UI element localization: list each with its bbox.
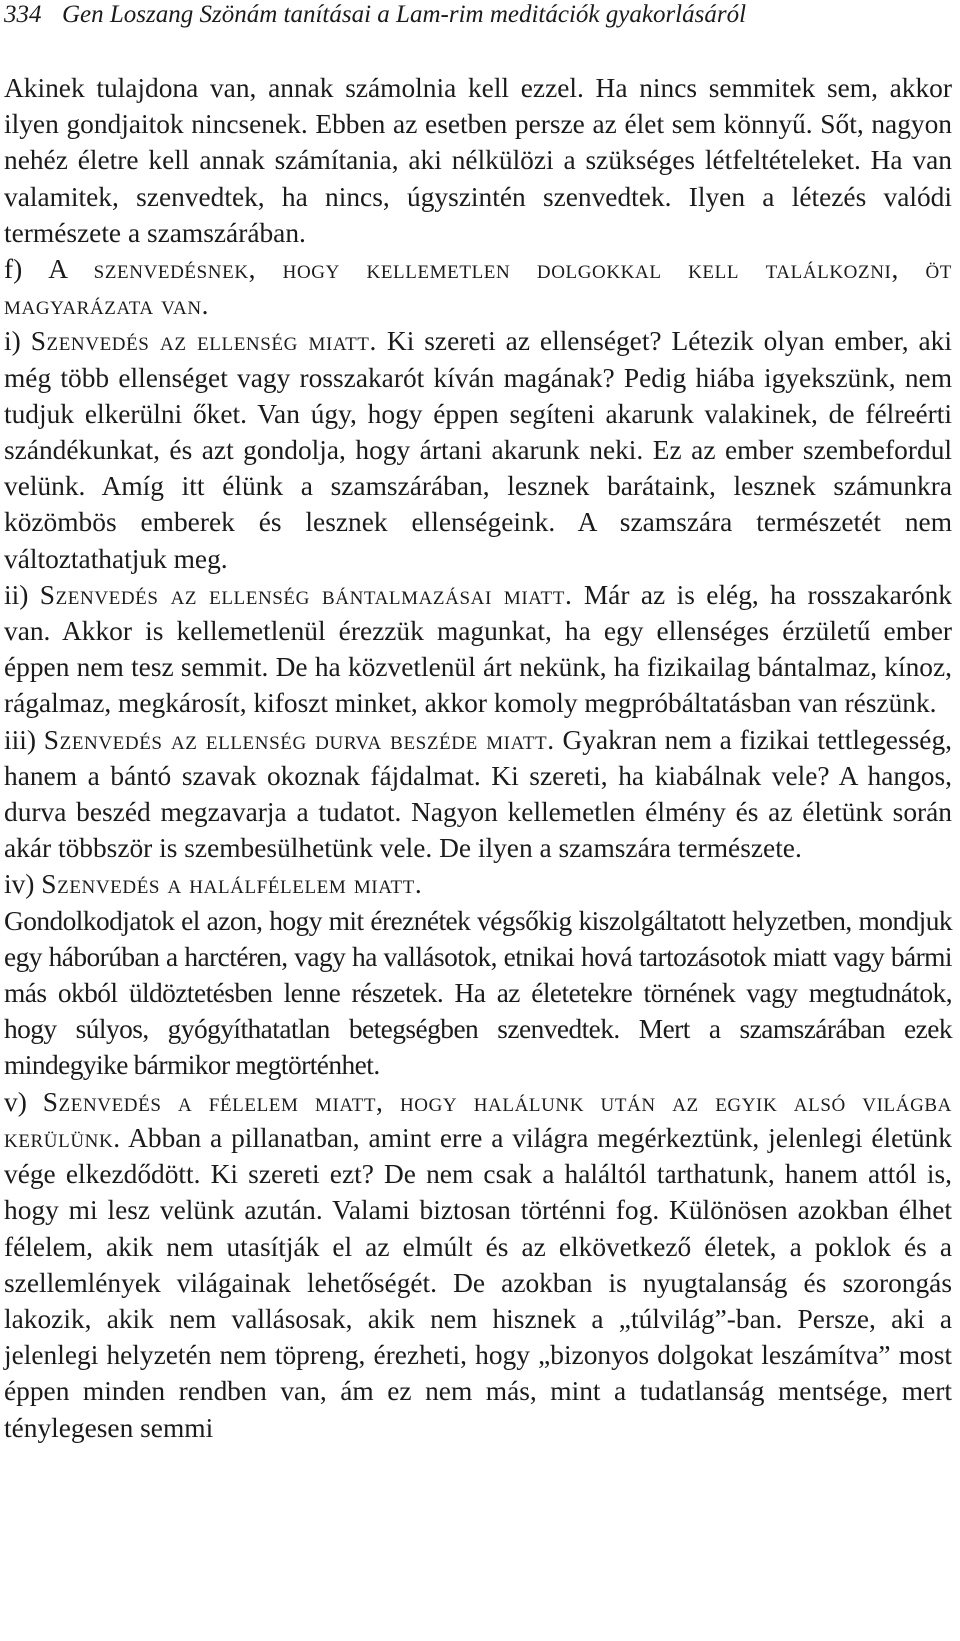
subsection-v xyxy=(4,1084,952,1446)
paragraph-intro: Akinek tulajdona van, annak számolnia kell ezzel. Ha nincs semmitek sem, akkor ilyen gondjaitok nincsenek. Ebben az esetben persze az élet sem könnyű. Sőt, nagyon nehéz életre kell annak számítania, aki nélkülözi a szükséges létfeltételeket. Ha van valamitek, szenvedtek, ha nincs, úgyszintén szenvedtek. Ilyen a létezés valódi természete a szamszárában. xyxy=(4,73,952,248)
subsection-index: v) xyxy=(4,1086,27,1117)
subsection-title: Szenvedés az ellenség bántalmazásai miatt. xyxy=(39,579,573,610)
subsection-i xyxy=(4,323,952,576)
subsection-iii xyxy=(4,722,952,867)
subsection-title: Szenvedés a halálfélelem miatt. xyxy=(41,869,423,900)
subsection-body: Már az is elég, ha rosszakarónk van. Akkor is kellemetlenül érezzük magunkat, ha egy ellenséges érzületű ember éppen nem tesz semmit. De ha közvetlenül árt nekünk, ha fizikailag bántalmaz, kínoz, rágalmaz, megkárosít, kifoszt minket, akkor komoly megpróbáltatásban van részünk. xyxy=(4,579,952,719)
running-header xyxy=(4,0,952,44)
book-page xyxy=(4,0,952,1446)
section-title: A szenvedésnek, hogy kellemetlen dolgokkal kell találkozni, öt magyarázata van. xyxy=(4,254,952,321)
subsection-title: Szenvedés az ellenség durva beszéde miatt. xyxy=(43,724,555,755)
body-text xyxy=(4,70,952,1446)
subsection-body: Abban a pillanatban, amint erre a világra megérkeztünk, jelenlegi életünk vége elkezdődött. Ki szereti ezt? De nem csak a haláltól tarthatunk, hanem attól is, hogy mi lesz velünk azután. Valami biztosan történni fog. Különösen azokban élhet félelem, akik nem utasítják el az elmúlt és az elkövetkező életek, a poklok és a szellemlények világainak lehetőségét. De azokban is nyugtalanság és szorongás lakozik, akik nem vallásosak, akik nem hisznek a „túlvilág”-ban. Persze, aki a jelenlegi helyzetén nem töpreng, érezheti, hogy „bizonyos dolgokat leszámítva” most éppen minden rendben van, ám ez nem más, mint a tudatlanság mentsége, mert ténylegesen semmi xyxy=(4,1122,952,1443)
subsection-body: Ki szereti az ellenséget? Létezik olyan ember, aki még több ellenséget vagy rosszakarót kíván magának? Pedig hiába igyekszünk, nem tudjuk elkerülni őket. Van úgy, hogy éppen segíteni akarunk valakinek, de félreérti szándékunkat, és azt gondolja, hogy ártani akarunk neki. Ez az ember szembefordul velünk. Amíg itt élünk a szamszárában, lesznek barátaink, lesznek számunkra közömbös emberek és lesznek ellenségeink. A szamszára természetét nem változtathatjuk meg. xyxy=(4,326,952,574)
subsection-iv-heading xyxy=(4,866,952,902)
running-title: Gen Loszang Szönám tanításai a Lam-rim meditációk gyakorlásáról xyxy=(62,1,747,28)
subsection-iv-body: Gondolkodjatok el azon, hogy mit éreznétek végsőkig kiszolgáltatott helyzetben, mondjuk egy háborúban a harctéren, vagy ha vallásotok, etnikai hová tartozásotok miatt vagy bármi más okból üldöztetésben lenne részetek. Ha az életetekre törnének vagy megtudnátok, hogy súlyos, gyógyíthatatlan betegségben szenvedtek. Mert a szamszárában ezek mindegyike bármikor megtörténhet. xyxy=(4,905,952,1081)
subsection-index: ii) xyxy=(4,579,29,610)
section-index: f) xyxy=(4,254,23,285)
section-heading-f xyxy=(4,251,952,323)
page-number: 334 xyxy=(4,1,42,28)
subsection-index: i) xyxy=(4,326,21,357)
subsection-title: Szenvedés az ellenség miatt. xyxy=(30,326,377,357)
subsection-index: iv) xyxy=(4,869,35,900)
subsection-ii xyxy=(4,577,952,722)
subsection-index: iii) xyxy=(4,724,36,755)
subsection-body: Gyakran nem a fizikai tettlegesség, hanem a bántó szavak okoznak fájdalmat. Ki szereti, ha kiabálnak vele? A hangos, durva beszéd megzavarja a tudatot. Nagyon kellemetlen élmény és az életünk során akár többször is szembesülhetünk vele. De ilyen a szamszára természete. xyxy=(4,724,952,864)
subsection-title: Szenvedés a félelem miatt, hogy halálunk után az egyik alsó világba kerülünk. xyxy=(4,1086,952,1153)
